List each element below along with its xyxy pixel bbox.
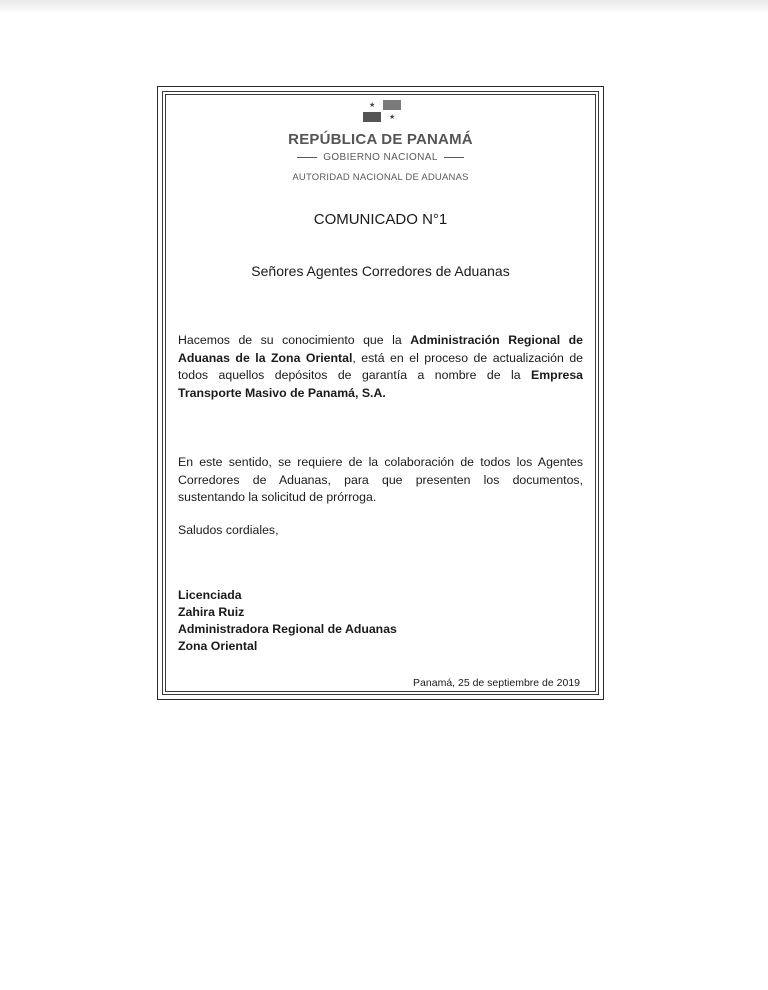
signature-title: Licenciada	[178, 588, 242, 602]
signature-block	[178, 587, 397, 655]
divider	[297, 157, 317, 158]
republic-title: REPÚBLICA DE PANAMÁ	[288, 131, 473, 148]
government-label: GOBIERNO NACIONAL	[323, 152, 438, 163]
signature-zone: Zona Oriental	[178, 639, 258, 653]
document-title: COMUNICADO N°1	[313, 211, 448, 228]
closing: Saludos cordiales,	[178, 523, 279, 537]
authority-label: AUTORIDAD NACIONAL DE ADUANAS	[292, 172, 469, 183]
paragraph-1-bold-entity: Administración Regional de Aduanas de la Zona Oriental	[178, 333, 583, 365]
scan-shadow	[0, 0, 768, 14]
paragraph-1-text: , está en el proceso de actualización de todos aquellos depósitos de garantía a nombre de la	[178, 350, 583, 382]
divider	[444, 157, 464, 158]
paragraph-1	[178, 332, 583, 402]
greeting: Señores Agentes Corredores de Aduanas	[251, 263, 510, 279]
signature-name: Zahira Ruiz	[178, 605, 245, 619]
paragraph-1-bold-company: Empresa Transporte Masivo de Panamá, S.A.	[178, 368, 583, 400]
paragraph-2: En este sentido, se requiere de la colaboración de todos los Agentes Corredores de Aduanas, para que presenten los documentos, sustentando la solicitud de prórroga.	[178, 455, 583, 504]
panama-flag-icon: ★ ★	[363, 100, 403, 122]
paragraph-1-text: Hacemos de su conocimiento que la	[178, 333, 411, 347]
document-date: Panamá, 25 de septiembre de 2019	[413, 677, 580, 689]
government-line	[165, 152, 596, 163]
signature-position: Administradora Regional de Aduanas	[178, 622, 397, 636]
